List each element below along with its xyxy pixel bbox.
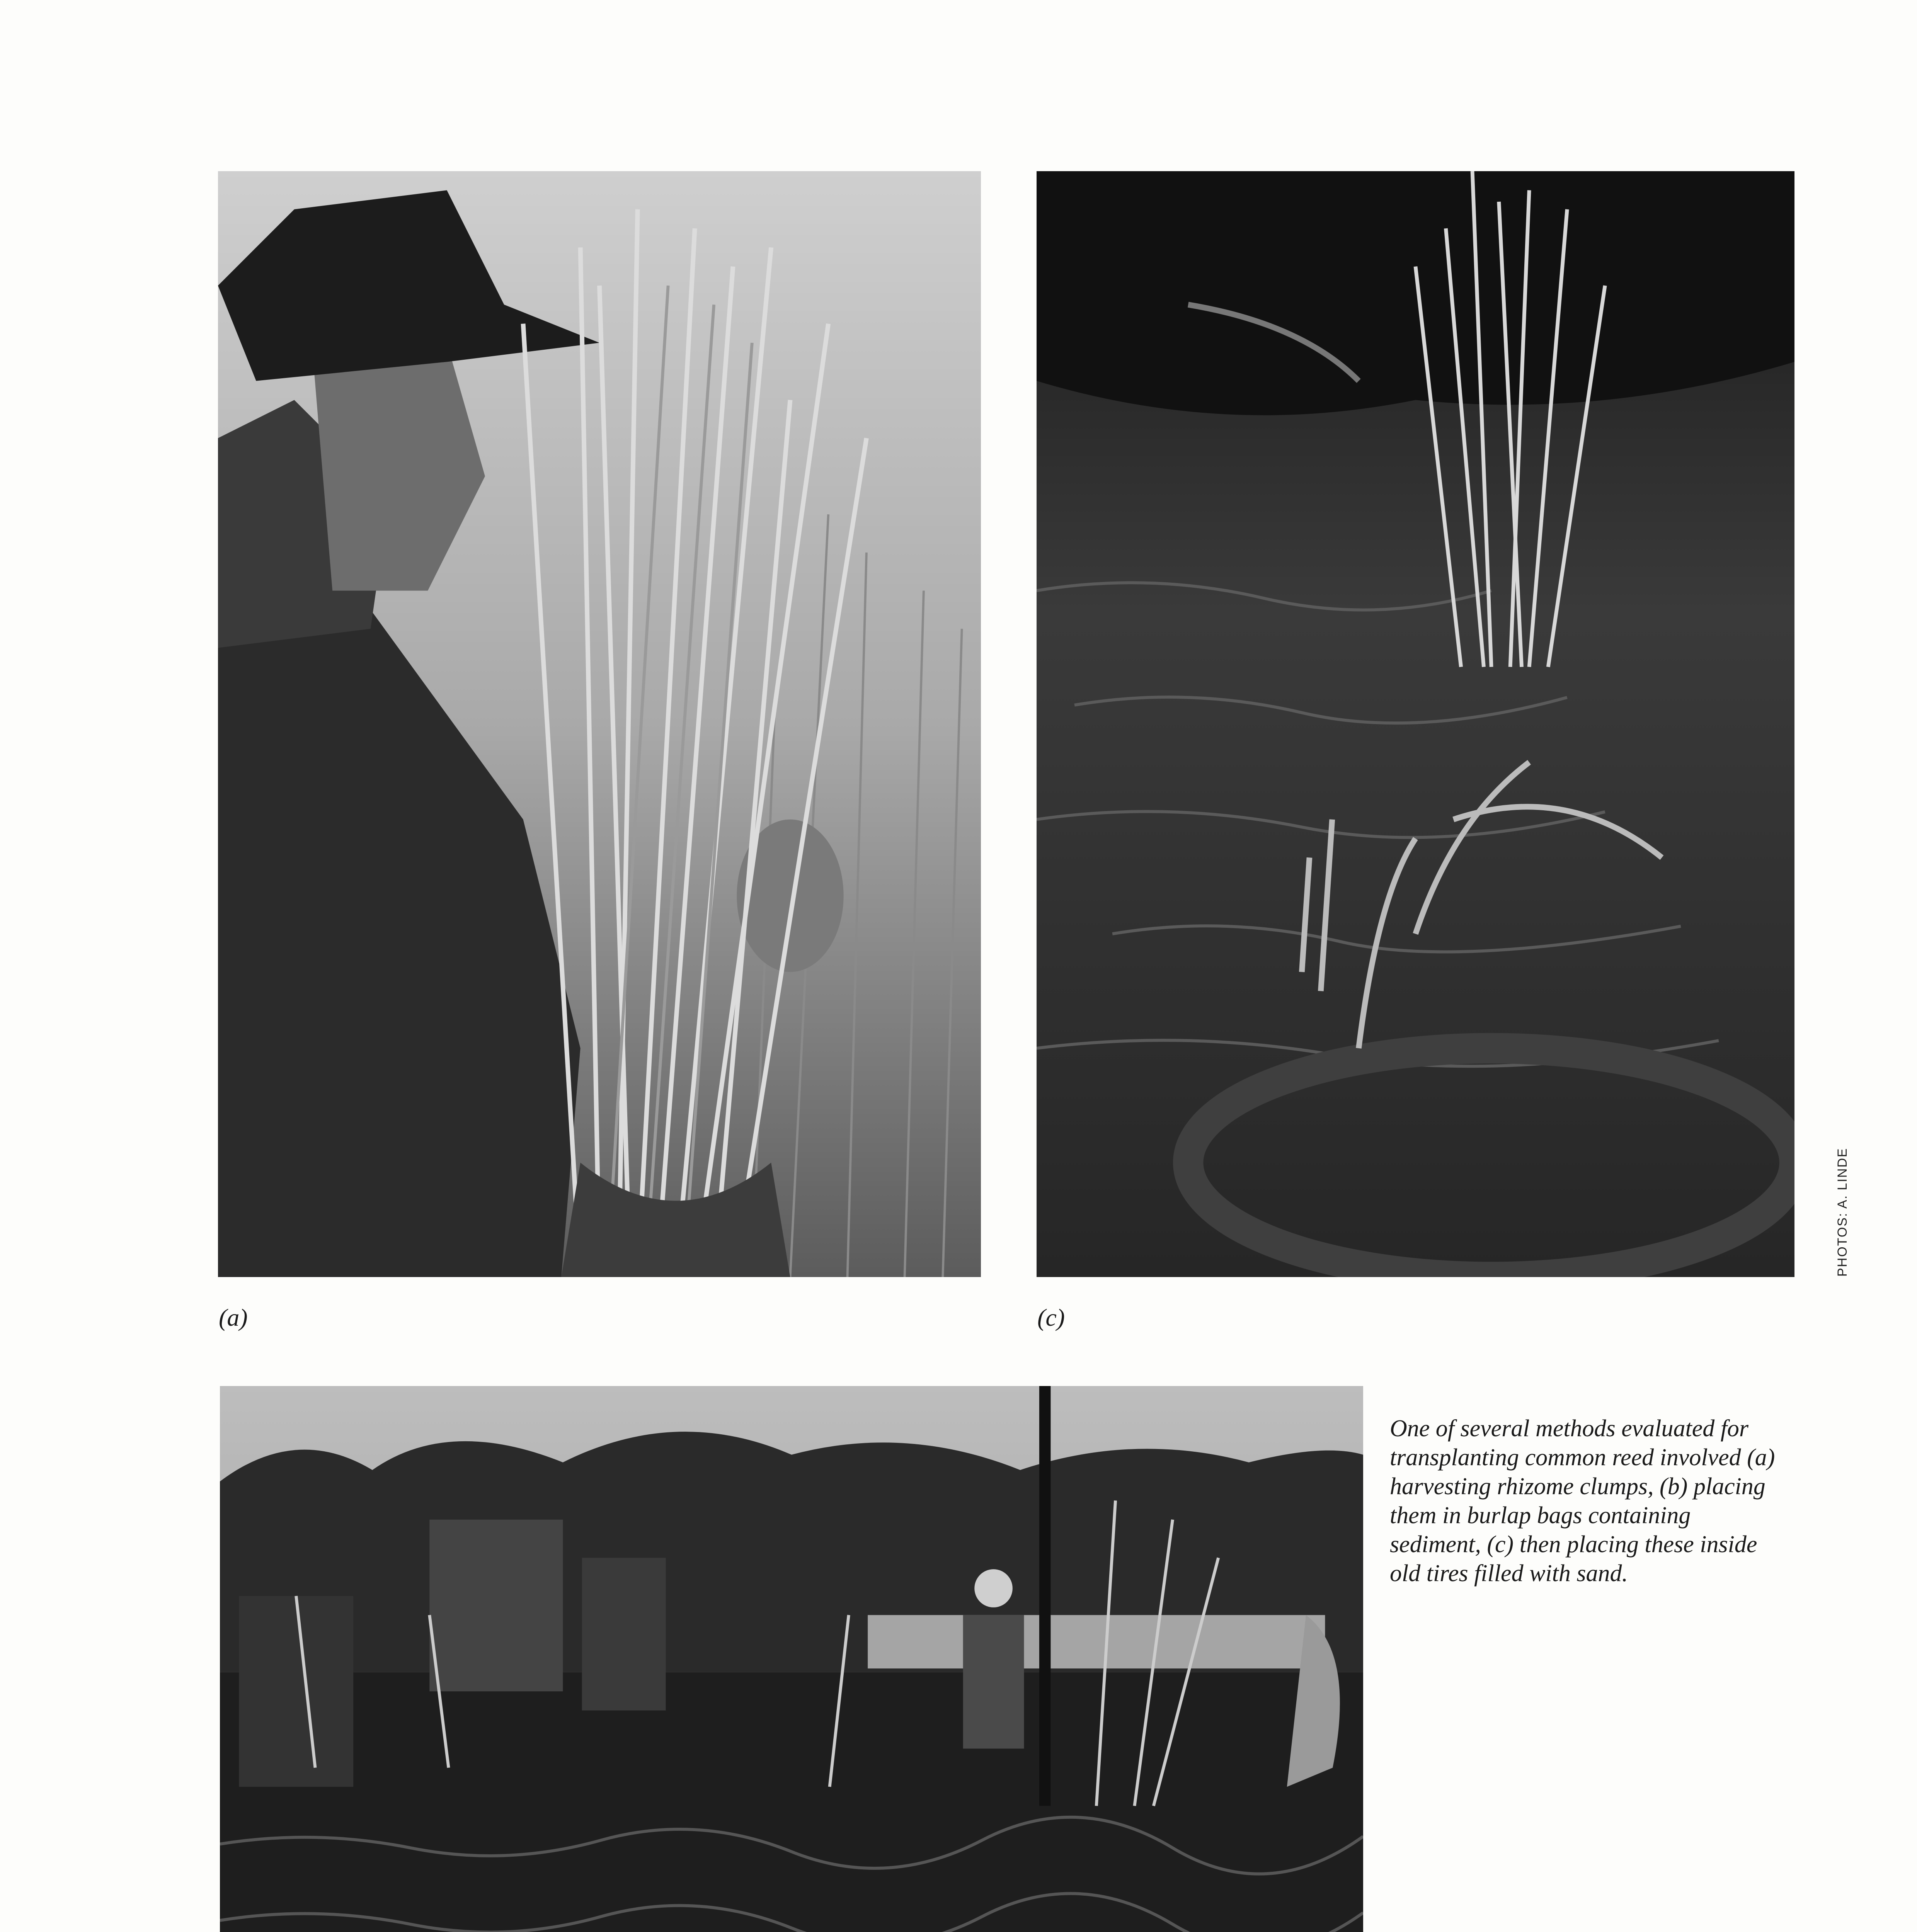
figure-label-c: (c) <box>1037 1304 1065 1331</box>
photo-c-tire-planting <box>1037 171 1794 1277</box>
photo-credit: PHOTOS: A. LINDE <box>1835 1148 1850 1277</box>
photo-a-harvesting-reeds <box>218 171 981 1277</box>
figure-label-a: (a) <box>219 1304 248 1331</box>
figure-caption: One of several methods evaluated for transplanting common reed involved (a) harvesting rhizome clumps, (b) placing them in burlap bags containing sediment, (c) then placing these inside old tires filled with sand. <box>1390 1415 1775 1587</box>
photo-b-wading-workers <box>220 1386 1363 1932</box>
